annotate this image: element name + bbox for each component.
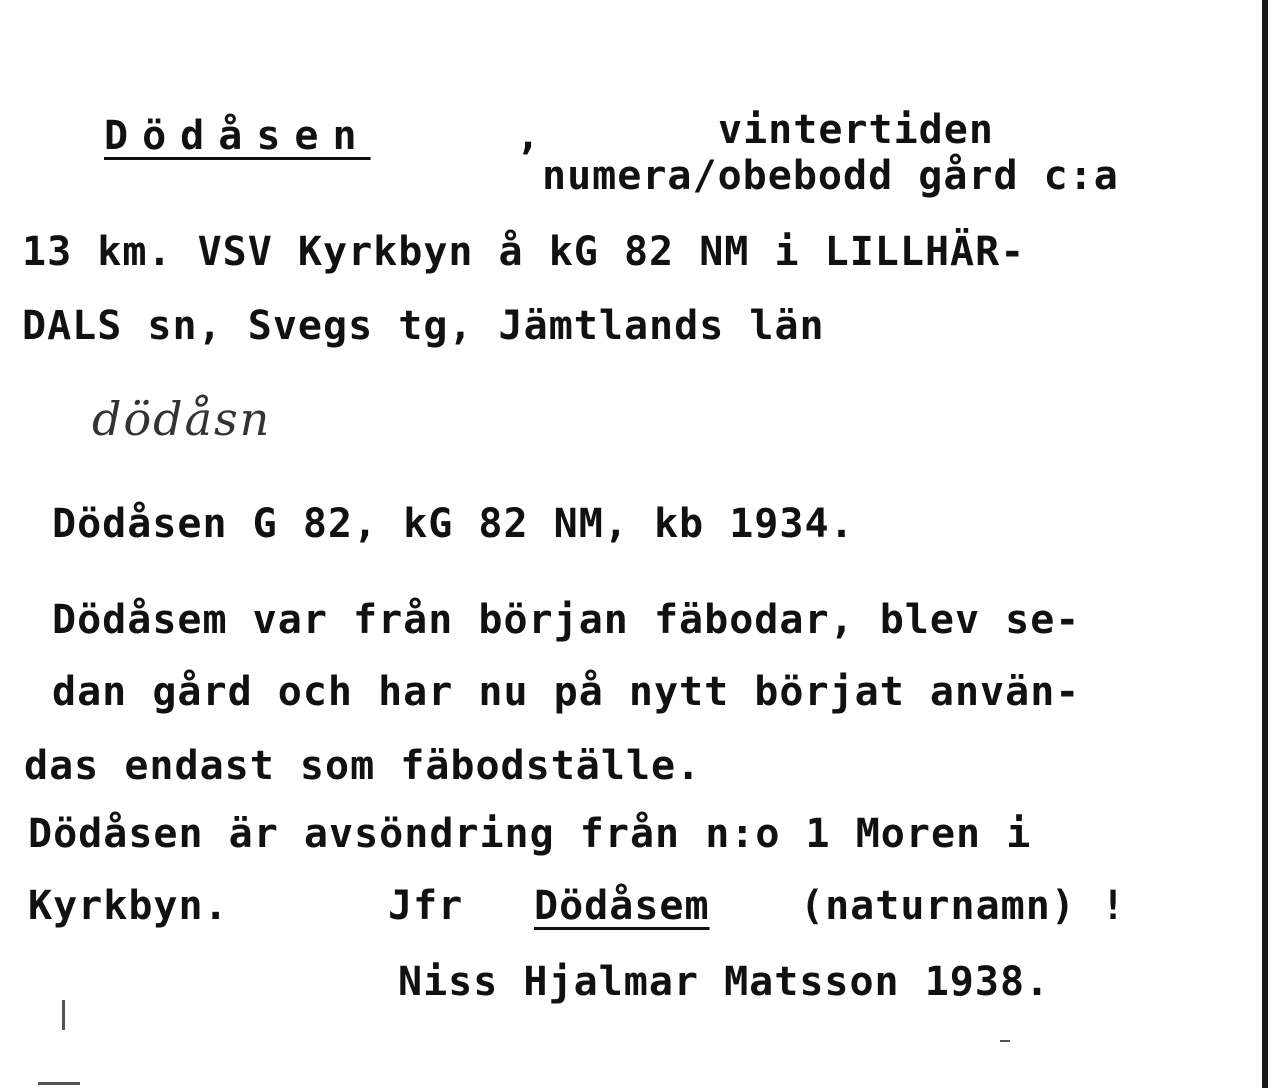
scan-speck [38,1082,80,1085]
line-parish: DALS sn, Svegs tg, Jämtlands län [22,303,825,349]
line-jfr: Jfr [388,883,464,929]
line-kyrkbyn: Kyrkbyn. [28,883,229,929]
card-edge-line [1262,0,1268,1088]
informant-signature: Niss Hjalmar Matsson 1938. [398,959,1051,1005]
scan-speck [62,1000,65,1030]
line-history-3: das endast som fäbodställe. [24,743,702,789]
line-vintertiden: vintertiden [718,107,994,153]
line-origin: Dödåsen är avsöndring från n:o 1 Moren i [28,811,1032,857]
cross-reference: Dödåsem [534,883,710,929]
scan-speck [1000,1040,1010,1042]
line-map-refs: Dödåsen G 82, kG 82 NM, kb 1934. [52,501,855,547]
headword-comma: , [516,113,542,159]
line-history-1: Dödåsem var från början fäbodar, blev se- [52,597,1081,643]
handwritten-pronunciation: dödåsn [92,392,272,446]
headword: Dödåsen [104,113,371,159]
line-location: 13 km. VSV Kyrkbyn å kG 82 NM i LILLHÄR- [22,229,1026,275]
line-history-2: dan gård och har nu på nytt börjat använ- [52,669,1081,715]
cross-reference-note: (naturnamn) ! [800,883,1127,929]
line-status: numera/obebodd gård c:a [542,153,1119,199]
